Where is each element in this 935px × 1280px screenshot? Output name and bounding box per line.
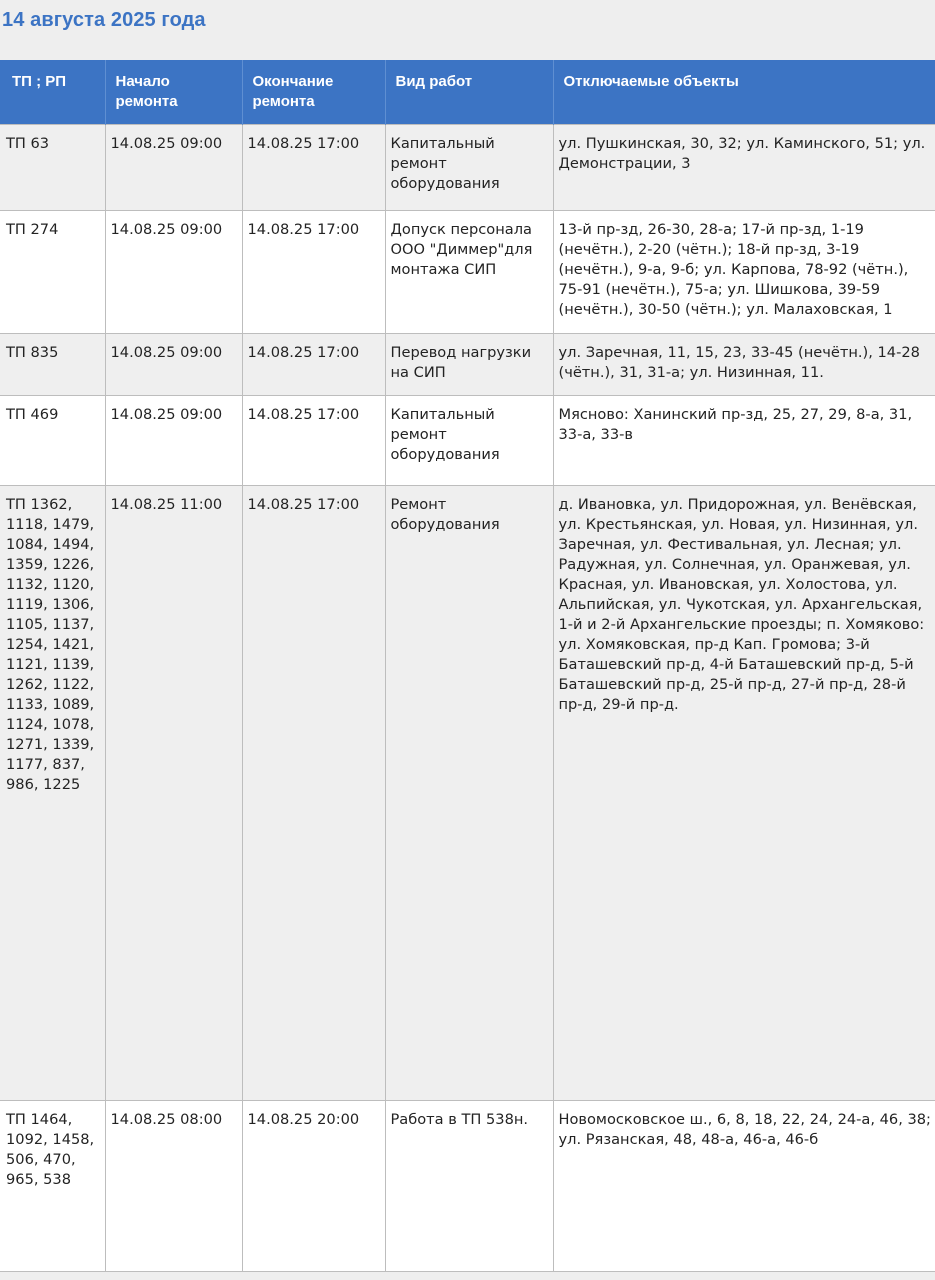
- cell-tp: ТП 274: [0, 211, 105, 334]
- cell-work-type: Капитальный ремонт оборудования: [385, 125, 553, 211]
- cell-start: 14.08.25 09:00: [105, 125, 242, 211]
- cell-start: 14.08.25 09:00: [105, 334, 242, 396]
- cell-objects: ул. Заречная, 11, 15, 23, 33-45 (нечётн.), 14-28 (чётн.), 31, 31-а; ул. Низинная, 11.: [553, 334, 935, 396]
- header-objects: Отключаемые объекты: [553, 60, 935, 125]
- cell-work-type: Ремонт оборудования: [385, 486, 553, 1101]
- cell-start: 14.08.25 08:00: [105, 1101, 242, 1272]
- cell-start: 14.08.25 09:00: [105, 396, 242, 486]
- table-row: [0, 125, 935, 211]
- cell-end: 14.08.25 17:00: [242, 334, 385, 396]
- cell-objects: ул. Пушкинская, 30, 32; ул. Каминского, 51; ул. Демонстрации, 3: [553, 125, 935, 211]
- cell-work-type: Капитальный ремонт оборудования: [385, 396, 553, 486]
- cell-start: 14.08.25 11:00: [105, 486, 242, 1101]
- cell-tp: ТП 1362, 1118, 1479, 1084, 1494, 1359, 1226, 1132, 1120, 1119, 1306, 1105, 1137, 1254, 1421, 1121, 1139, 1262, 1122, 1133, 1089, 1124, 1078, 1271, 1339, 1177, 837, 986, 1225: [0, 486, 105, 1101]
- outage-schedule-table: [0, 60, 935, 1272]
- header-end: Окончание ремонта: [242, 60, 385, 125]
- cell-tp: ТП 469: [0, 396, 105, 486]
- table-header-row: [0, 60, 935, 125]
- table-row: [0, 334, 935, 396]
- cell-tp: ТП 63: [0, 125, 105, 211]
- cell-work-type: Допуск персонала ООО "Диммер"для монтажа СИП: [385, 211, 553, 334]
- table-row: [0, 486, 935, 1101]
- cell-tp: ТП 1464, 1092, 1458, 506, 470, 965, 538: [0, 1101, 105, 1272]
- table-row: [0, 396, 935, 486]
- header-start: Начало ремонта: [105, 60, 242, 125]
- cell-end: 14.08.25 17:00: [242, 211, 385, 334]
- cell-objects: 13-й пр-зд, 26-30, 28-а; 17-й пр-зд, 1-19 (нечётн.), 2-20 (чётн.); 18-й пр-зд, 3-19 (нечётн.), 9-а, 9-б; ул. Карпова, 78-92 (чётн.), 75-91 (нечётн.), 75-а; ул. Шишкова, 39-59 (нечётн.), 30-50 (чётн.); ул. Малаховская, 1: [553, 211, 935, 334]
- cell-end: 14.08.25 20:00: [242, 1101, 385, 1272]
- header-tp: ТП ; РП: [0, 60, 105, 125]
- cell-end: 14.08.25 17:00: [242, 396, 385, 486]
- table-row: [0, 211, 935, 334]
- page-title: 14 августа 2025 года: [2, 9, 206, 31]
- cell-tp: ТП 835: [0, 334, 105, 396]
- cell-work-type: Работа в ТП 538н.: [385, 1101, 553, 1272]
- cell-objects: д. Ивановка, ул. Придорожная, ул. Венёвская, ул. Крестьянская, ул. Новая, ул. Низинная, ул. Заречная, ул. Фестивальная, ул. Лесная; ул. Радужная, ул. Солнечная, ул. Оранжевая, ул. Красная, ул. Ивановская, ул. Холостова, ул. Альпийская, ул. Чукотская, ул. Архангельская, 1-й и 2-й Архангельские проезды; п. Хомяково: ул. Хомяковская, пр-д Кап. Громова; 3-й Баташевский пр-д, 4-й Баташевский пр-д, 5-й Баташевский пр-д, 25-й пр-д, 27-й пр-д, 28-й пр-д, 29-й пр-д.: [553, 486, 935, 1101]
- cell-end: 14.08.25 17:00: [242, 486, 385, 1101]
- header-work-type: Вид работ: [385, 60, 553, 125]
- cell-objects: Мясново: Ханинский пр-зд, 25, 27, 29, 8-а, 31, 33-а, 33-в: [553, 396, 935, 486]
- table-row: [0, 1101, 935, 1272]
- cell-end: 14.08.25 17:00: [242, 125, 385, 211]
- cell-work-type: Перевод нагрузки на СИП: [385, 334, 553, 396]
- cell-start: 14.08.25 09:00: [105, 211, 242, 334]
- cell-objects: Новомосковское ш., 6, 8, 18, 22, 24, 24-а, 46, 38; ул. Рязанская, 48, 48-а, 46-а, 46-б: [553, 1101, 935, 1272]
